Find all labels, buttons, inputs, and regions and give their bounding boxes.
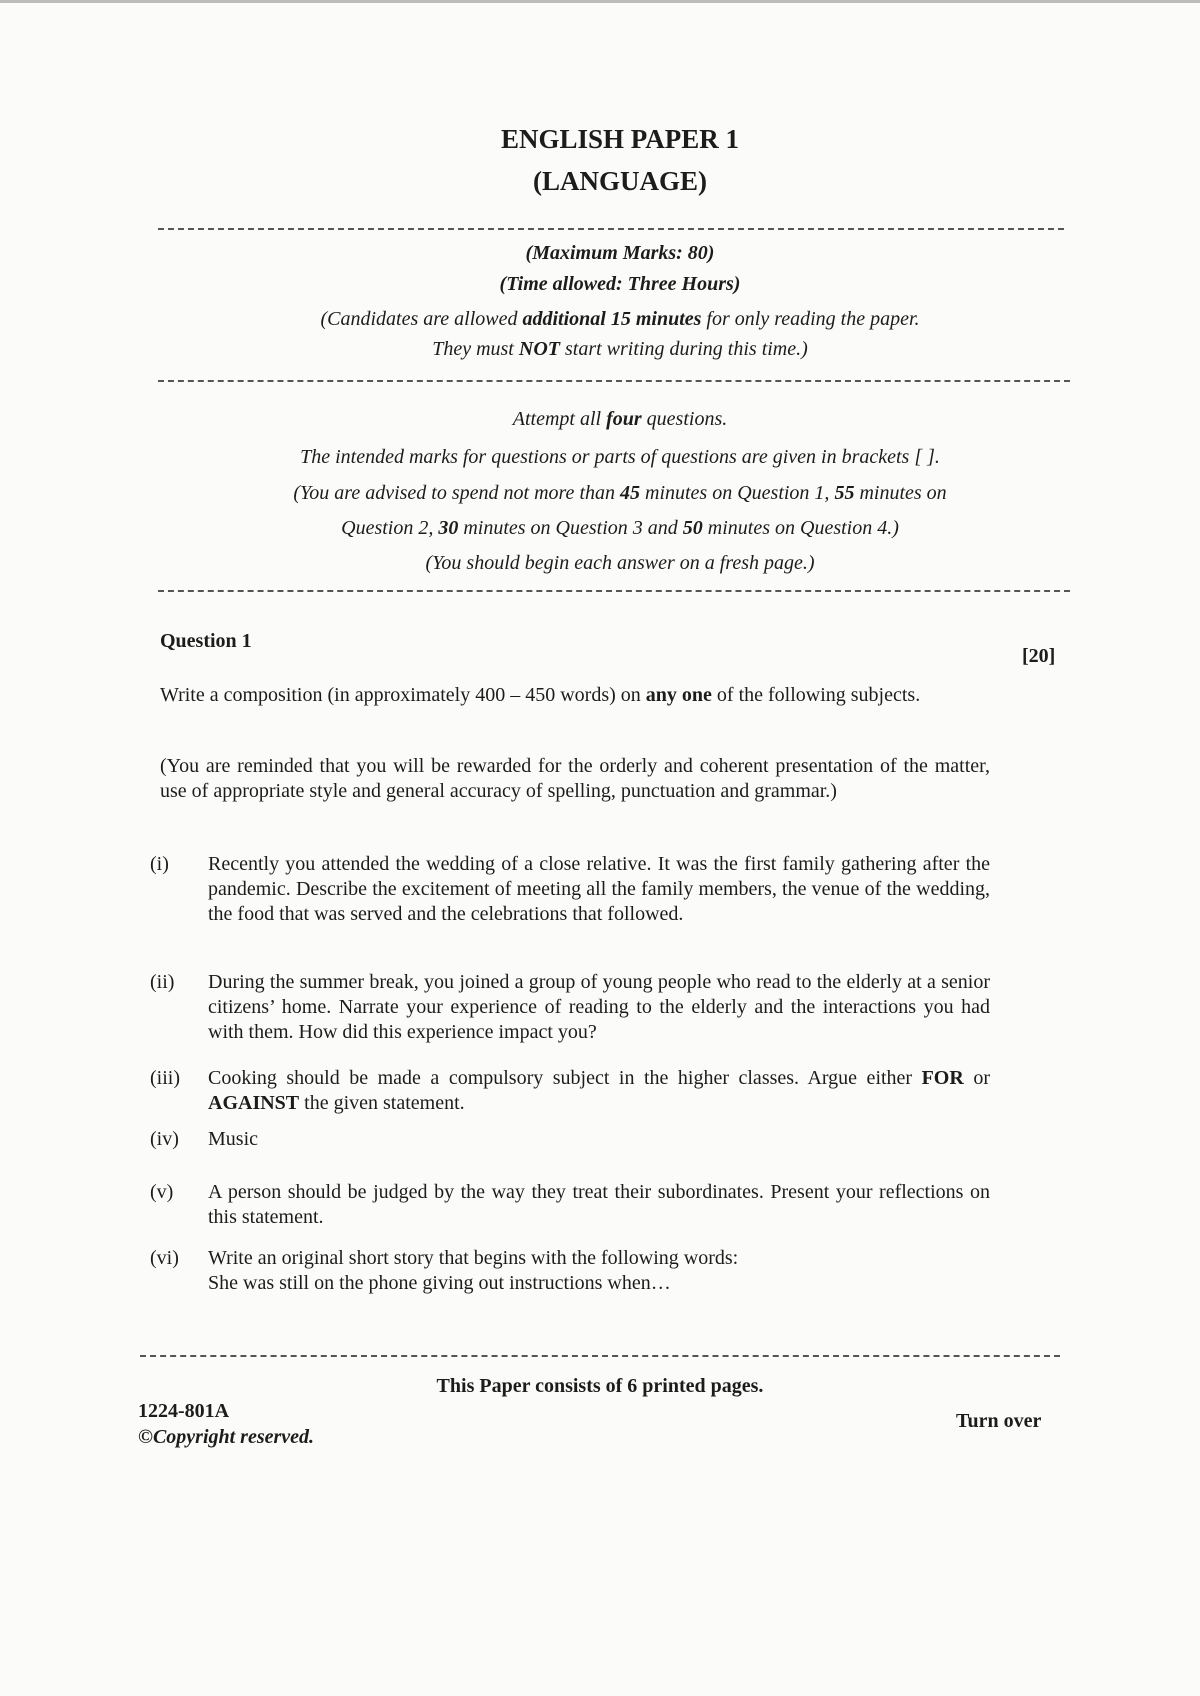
list-item-iii — [150, 1066, 990, 1116]
time-allowed: (Time allowed: Three Hours) — [499, 273, 741, 295]
list-item-ii — [150, 970, 990, 1045]
item-text — [208, 1246, 990, 1296]
item-number: (iii) — [150, 1067, 180, 1089]
item-text-line: Write an original short story that begins with the following words: — [208, 1247, 739, 1269]
paper-title: ENGLISH PAPER 1 — [500, 124, 740, 154]
divider-3 — [158, 590, 1070, 592]
question-1-reminder: (You are reminded that you will be rewarded for the orderly and coherent presentation of the matter, use of appropriate style and general accuracy of spelling, punctuation and grammar.) — [160, 755, 990, 802]
item-number: (vi) — [150, 1247, 179, 1269]
time-advice-line-2 — [0, 517, 1200, 540]
item-text — [208, 1066, 990, 1116]
fresh-page-note: (You should begin each answer on a fresh page.) — [425, 552, 815, 574]
time-advice-emphasis: 55 — [834, 482, 855, 504]
item-text: Music — [208, 1128, 258, 1150]
list-item-i — [150, 852, 990, 927]
item-text: During the summer break, you joined a group of young people who read to the elderly at a senior citizens’ home. Narrate your experience of reading to the elderly and the interactions you had with them. How did this experience impact you? — [208, 971, 990, 1043]
item-text-part: the given statement. — [299, 1092, 465, 1114]
reading-emphasis: NOT — [518, 338, 560, 360]
prompt-text: Write a composition (in approximately 400 – 450 words) on — [160, 684, 646, 706]
reading-text: start writing during this time.) — [559, 338, 808, 360]
item-text-part: or — [963, 1067, 990, 1089]
attempt-text: Attempt all — [512, 408, 607, 430]
item-number: (i) — [150, 853, 169, 875]
item-number: (v) — [150, 1181, 174, 1203]
time-advice-text: minutes on Question 3 and — [458, 517, 683, 539]
item-text-part: Cooking should be made a compulsory subject in the higher classes. Argue either — [208, 1067, 922, 1089]
question-1-marks: [20] — [1022, 645, 1056, 667]
marks-note: The intended marks for questions or parts of questions are given in brackets [ ]. — [300, 446, 940, 468]
time-advice-text: (You are advised to spend not more than — [293, 482, 620, 504]
item-text: A person should be judged by the way they treat their subordinates. Present your reflections on this statement. — [208, 1181, 990, 1228]
divider-footer — [140, 1355, 1060, 1357]
reading-time-line-1 — [0, 308, 1200, 331]
divider-2 — [158, 380, 1070, 382]
page-top-border — [0, 0, 1200, 3]
reading-emphasis: additional 15 minutes — [522, 308, 702, 330]
time-advice-emphasis: 45 — [620, 482, 640, 504]
time-advice-emphasis: 50 — [682, 517, 703, 539]
item-emphasis: AGAINST — [208, 1092, 300, 1114]
list-item-iv — [150, 1127, 990, 1152]
item-number: (ii) — [150, 971, 175, 993]
question-1-heading: Question 1 — [160, 630, 252, 652]
reading-text: They must — [432, 338, 519, 360]
time-advice-text: minutes on — [854, 482, 947, 504]
time-advice-text: minutes on Question 4.) — [702, 517, 899, 539]
list-item-vi — [150, 1246, 990, 1296]
turn-over-note: Turn over — [956, 1410, 1042, 1432]
time-advice-text: minutes on Question 1, — [640, 482, 835, 504]
max-marks: (Maximum Marks: 80) — [525, 242, 715, 264]
reading-text: for only reading the paper. — [701, 308, 920, 330]
paper-code: 1224-801A — [138, 1400, 230, 1422]
item-number: (iv) — [150, 1128, 179, 1150]
prompt-text: of the following subjects. — [711, 684, 921, 706]
item-emphasis: FOR — [921, 1067, 964, 1089]
copyright-note: ©Copyright reserved. — [138, 1426, 315, 1448]
time-advice-line-1 — [0, 482, 1200, 505]
divider-1 — [158, 228, 1064, 230]
time-advice-text: Question 2, — [341, 517, 439, 539]
time-advice-emphasis: 30 — [438, 517, 459, 539]
reading-time-line-2 — [0, 338, 1200, 361]
paper-subtitle: (LANGUAGE) — [533, 166, 707, 196]
attempt-text: questions. — [641, 408, 728, 430]
question-1-prompt — [160, 683, 990, 708]
attempt-instruction — [0, 408, 1200, 431]
list-item-v — [150, 1180, 990, 1230]
reading-text: (Candidates are allowed — [320, 308, 523, 330]
item-text: Recently you attended the wedding of a close relative. It was the first family gathering after the pandemic. Describe the excitement of meeting all the family members, the venue of the wedding, the food that was served and the celebrations that followed. — [208, 853, 990, 925]
attempt-emphasis: four — [606, 408, 642, 430]
pages-note: This Paper consists of 6 printed pages. — [436, 1375, 764, 1397]
prompt-emphasis: any one — [645, 684, 712, 706]
item-text-line: She was still on the phone giving out instructions when… — [208, 1272, 671, 1294]
